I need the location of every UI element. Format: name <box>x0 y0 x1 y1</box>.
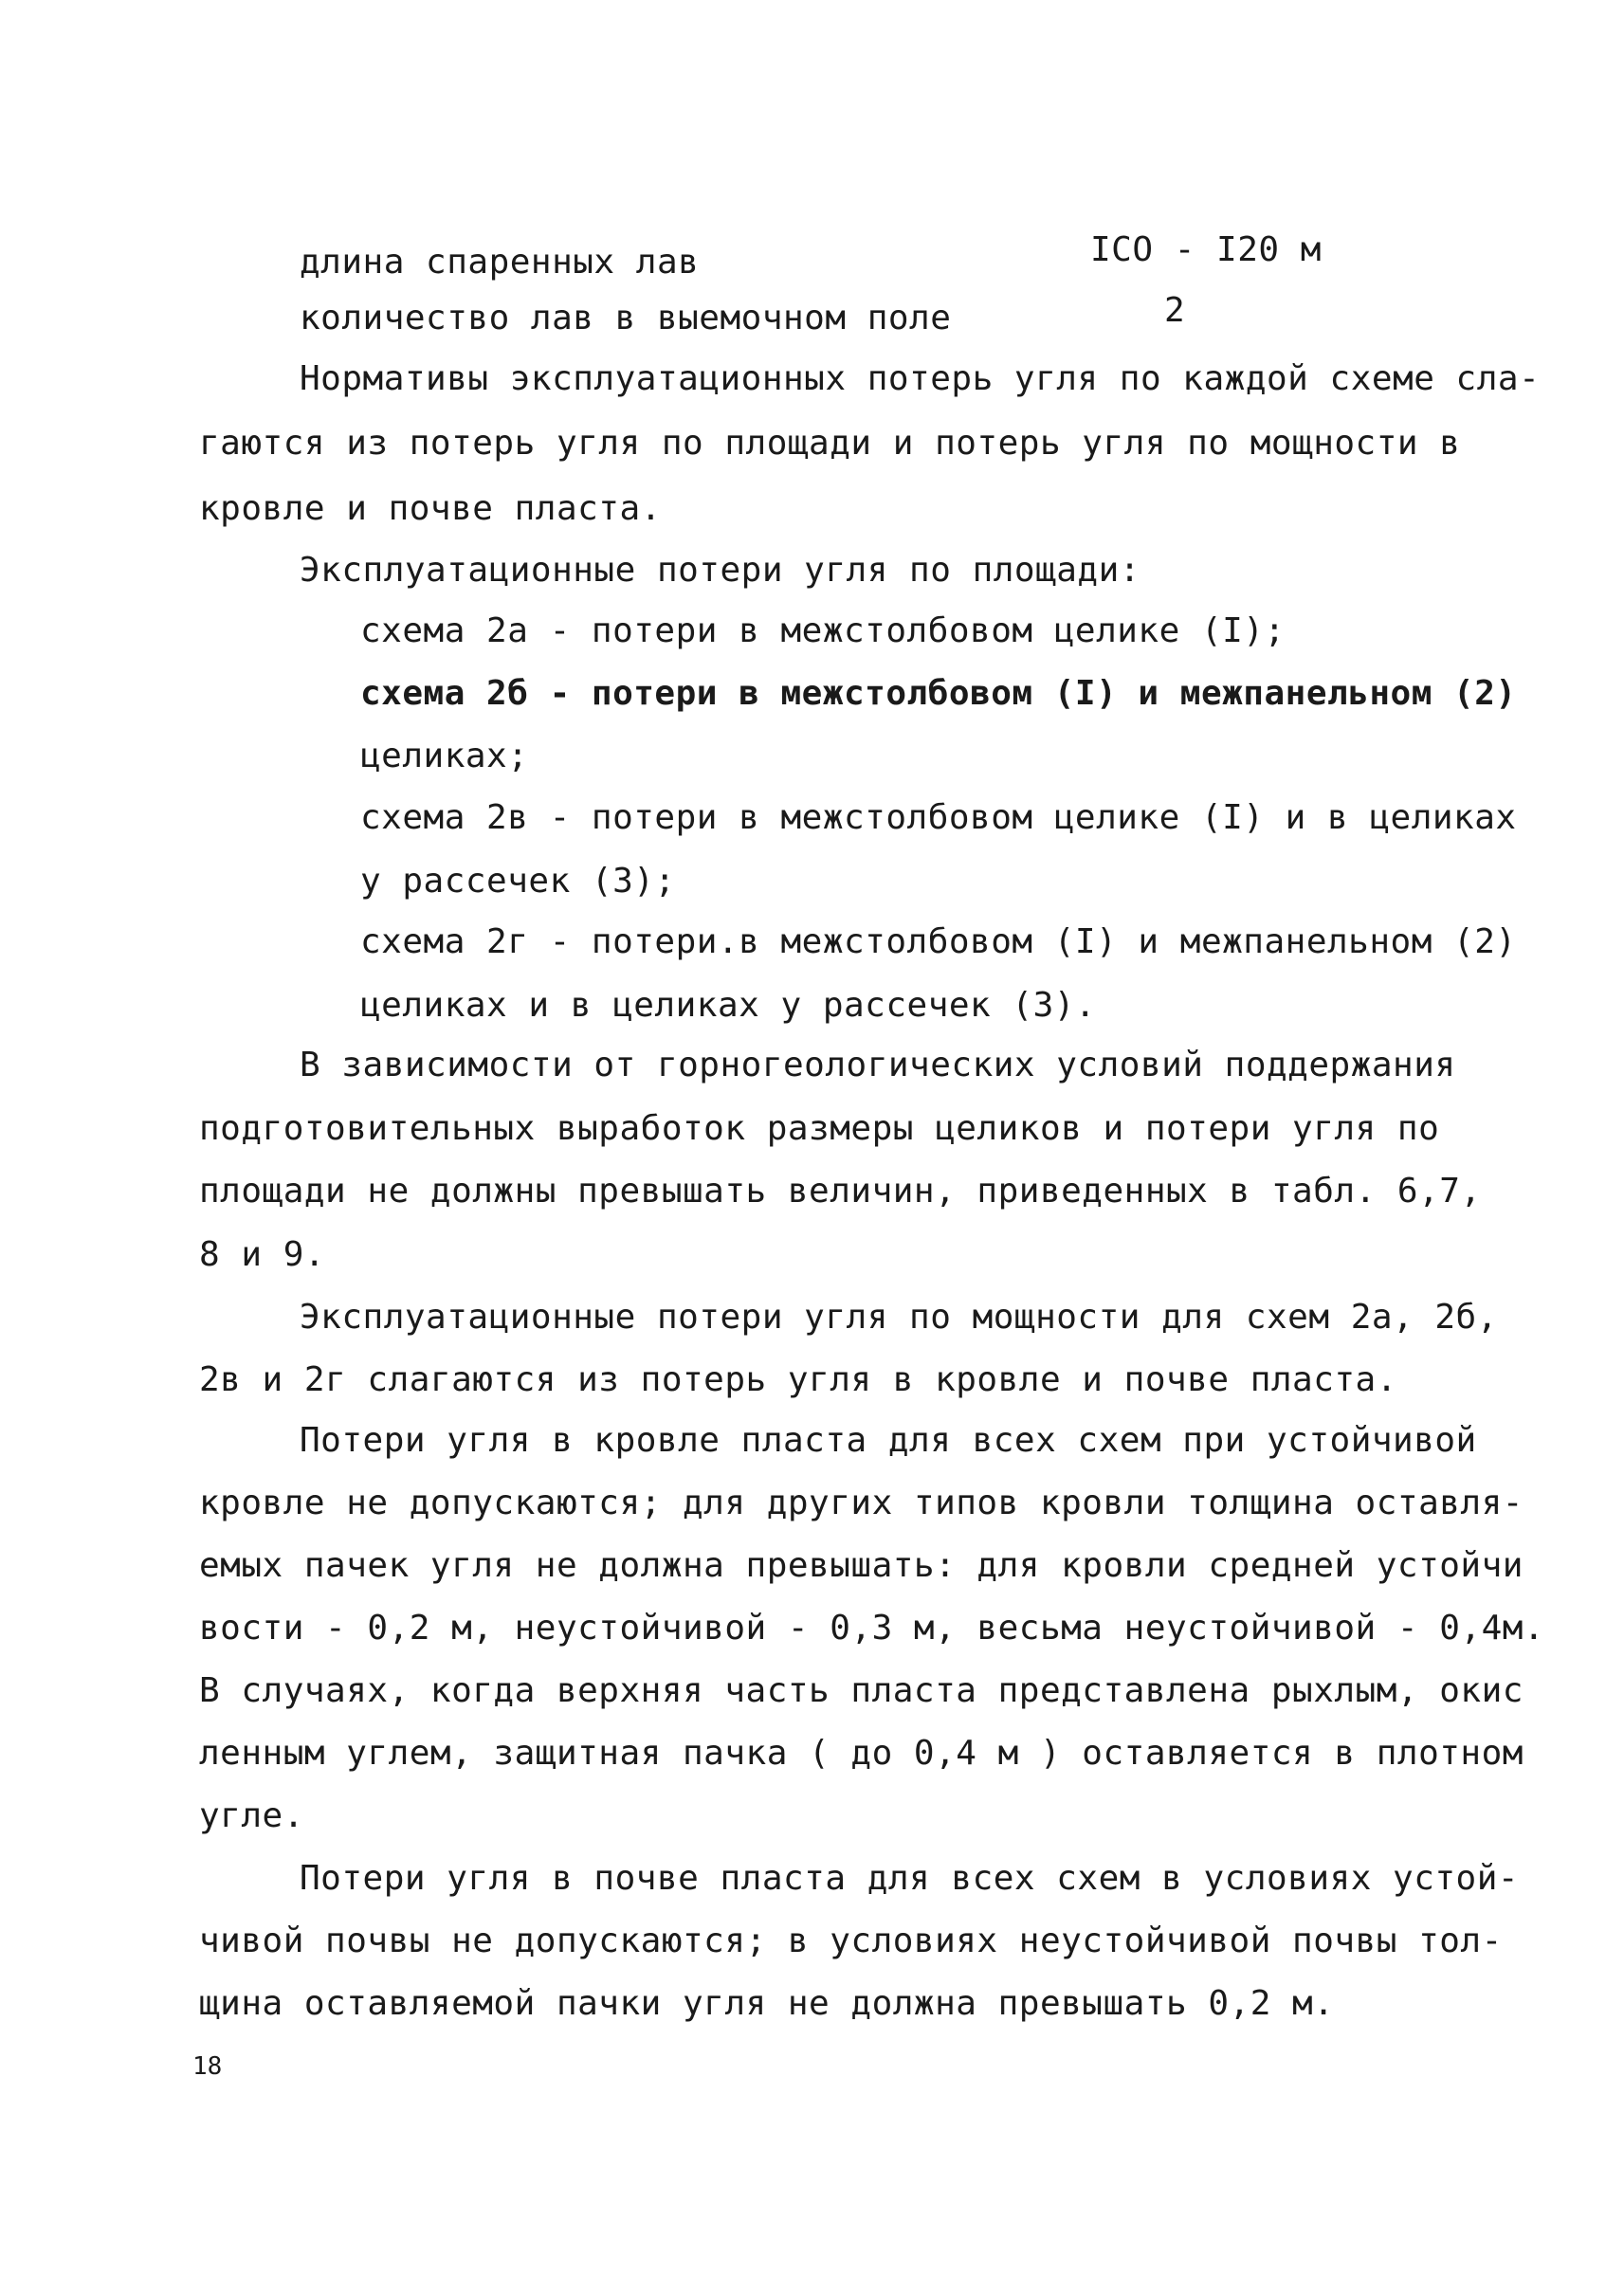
scheme-line: схема 2б - потери в межстолбовом (I) и межпанельном (2) <box>360 674 1517 713</box>
scheme-line: схема 2в - потери в межстолбовом целике (I) и в целиках <box>360 798 1517 837</box>
param-value-pair-length: ICO - I20 м <box>1090 230 1322 269</box>
param-value-lava-count: 2 <box>1164 291 1186 330</box>
paragraph-line: Нормативы эксплуатационных потерь угля по каждой схеме сла- <box>300 359 1541 398</box>
paragraph-line: кровле не допускаются; для других типов кровли толщина оставля- <box>199 1484 1524 1522</box>
scheme-line: схема 2а - потери в межстолбовом целике (I); <box>360 611 1286 650</box>
area-losses-heading: Эксплуатационные потери угля по площади: <box>300 551 1140 590</box>
paragraph-line: 2в и 2г слагаются из потерь угля в кровле и почве пласта. <box>199 1360 1397 1399</box>
paragraph-line: площади не должны превышать величин, приведенных в табл. 6,7, <box>199 1172 1482 1211</box>
paragraph-line: угле. <box>199 1796 304 1835</box>
scheme-line: целиках; <box>360 737 529 775</box>
paragraph-line: гаются из потерь угля по площади и потерь угля по мощности в <box>199 424 1461 463</box>
param-label-lava-count: количество лав в выемочном поле <box>300 299 952 337</box>
param-label-pair-length: длина спаренных лав <box>300 243 700 282</box>
paragraph-line: В зависимости от горногеологических условий поддержания <box>300 1046 1456 1084</box>
scheme-line: у рассечек (3); <box>360 862 676 901</box>
paragraph-line: кровле и почве пласта. <box>199 489 662 528</box>
paragraph-line: Эксплуатационные потери угля по мощности для схем 2а, 2б, <box>300 1298 1498 1337</box>
paragraph-line: 8 и 9. <box>199 1235 326 1274</box>
paragraph-line: Потери угля в кровле пласта для всех схем при устойчивой <box>300 1421 1477 1460</box>
paragraph-line: Потери угля в почве пласта для всех схем в условиях устой- <box>300 1859 1520 1898</box>
paragraph-line: подготовительных выработок размеры целиков и потери угля по <box>199 1109 1440 1148</box>
scheme-line: схема 2г - потери.в межстолбовом (I) и межпанельном (2) <box>360 922 1517 961</box>
paragraph-line: щина оставляемой пачки угля не должна превышать 0,2 м. <box>199 1984 1335 2023</box>
paragraph-line: емых пачек угля не должна превышать: для кровли средней устойчи <box>199 1546 1524 1585</box>
scheme-line: целиках и в целиках у рассечек (3). <box>360 986 1097 1025</box>
paragraph-line: вости - 0,2 м, неустойчивой - 0,3 м, весьма неустойчивой - 0,4м. <box>199 1609 1545 1648</box>
page-number: 18 <box>192 2052 223 2081</box>
paragraph-line: В случаях, когда верхняя часть пласта представлена рыхлым, окис <box>199 1671 1524 1710</box>
paragraph-line: ленным углем, защитная пачка ( до 0,4 м ) оставляется в плотном <box>199 1734 1524 1773</box>
paragraph-line: чивой почвы не допускаются; в условиях неустойчивой почвы тол- <box>199 1922 1503 1960</box>
